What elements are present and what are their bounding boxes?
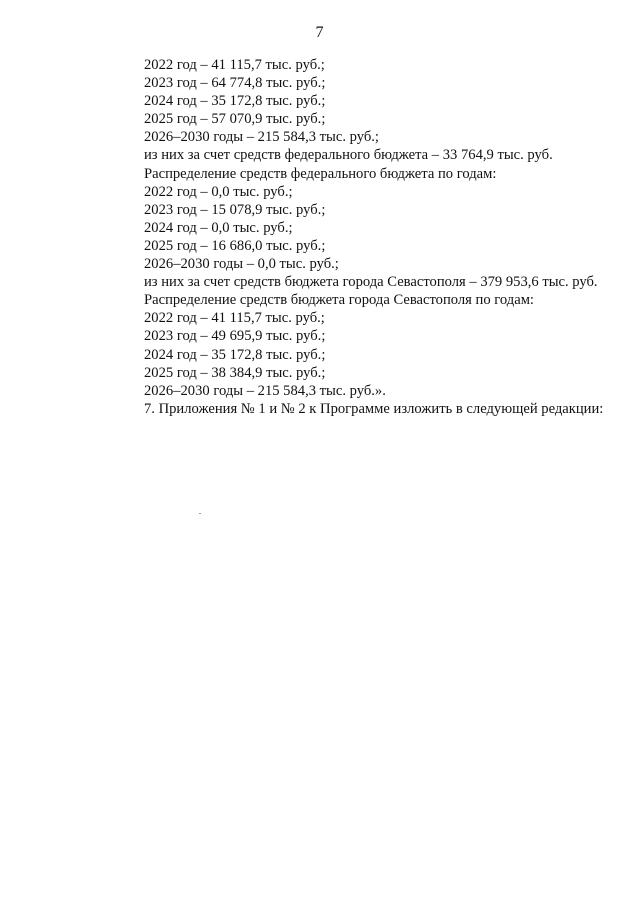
sevastopol-line-2022: 2022 год – 41 115,7 тыс. руб.; bbox=[144, 310, 325, 327]
federal-line-2022: 2022 год – 0,0 тыс. руб.; bbox=[144, 183, 293, 200]
federal-line-2025: 2025 год – 16 686,0 тыс. руб.; bbox=[144, 237, 326, 254]
sevastopol-line-2023: 2023 год – 49 695,9 тыс. руб.; bbox=[144, 328, 326, 345]
sevastopol-line-2026-2030: 2026–2030 годы – 215 584,3 тыс. руб.». bbox=[144, 382, 386, 399]
sevastopol-distribution-heading: Распределение средств бюджета города Севастополя по годам: bbox=[144, 292, 534, 309]
federal-line-2023: 2023 год – 15 078,9 тыс. руб.; bbox=[144, 201, 326, 218]
funding-line-2026-2030: 2026–2030 годы – 215 584,3 тыс. руб.; bbox=[144, 129, 379, 146]
funding-line-2023: 2023 год – 64 774,8 тыс. руб.; bbox=[144, 75, 326, 92]
sevastopol-line-2025: 2025 год – 38 384,9 тыс. руб.; bbox=[144, 364, 326, 381]
funding-line-2024: 2024 год – 35 172,8 тыс. руб.; bbox=[144, 93, 326, 110]
federal-distribution-heading: Распределение средств федерального бюджета по годам: bbox=[144, 165, 497, 182]
funding-line-2025: 2025 год – 57 070,9 тыс. руб.; bbox=[144, 111, 326, 128]
funding-line-2022: 2022 год – 41 115,7 тыс. руб.; bbox=[144, 57, 325, 73]
document-body bbox=[105, 56, 610, 418]
federal-line-2024: 2024 год – 0,0 тыс. руб.; bbox=[144, 219, 293, 236]
sevastopol-line-2024: 2024 год – 35 172,8 тыс. руб.; bbox=[144, 346, 326, 363]
federal-budget-total: из них за счет средств федерального бюджета – 33 764,9 тыс. руб. bbox=[144, 147, 553, 164]
federal-line-2026-2030: 2026–2030 годы – 0,0 тыс. руб.; bbox=[144, 256, 339, 273]
item-7-paragraph: 7. Приложения № 1 и № 2 к Программе изложить в следующей редакции: bbox=[144, 400, 604, 417]
scan-speck bbox=[199, 513, 201, 514]
page-number: 7 bbox=[315, 24, 324, 41]
sevastopol-budget-total: из них за счет средств бюджета города Севастополя – 379 953,6 тыс. руб. bbox=[144, 274, 598, 291]
